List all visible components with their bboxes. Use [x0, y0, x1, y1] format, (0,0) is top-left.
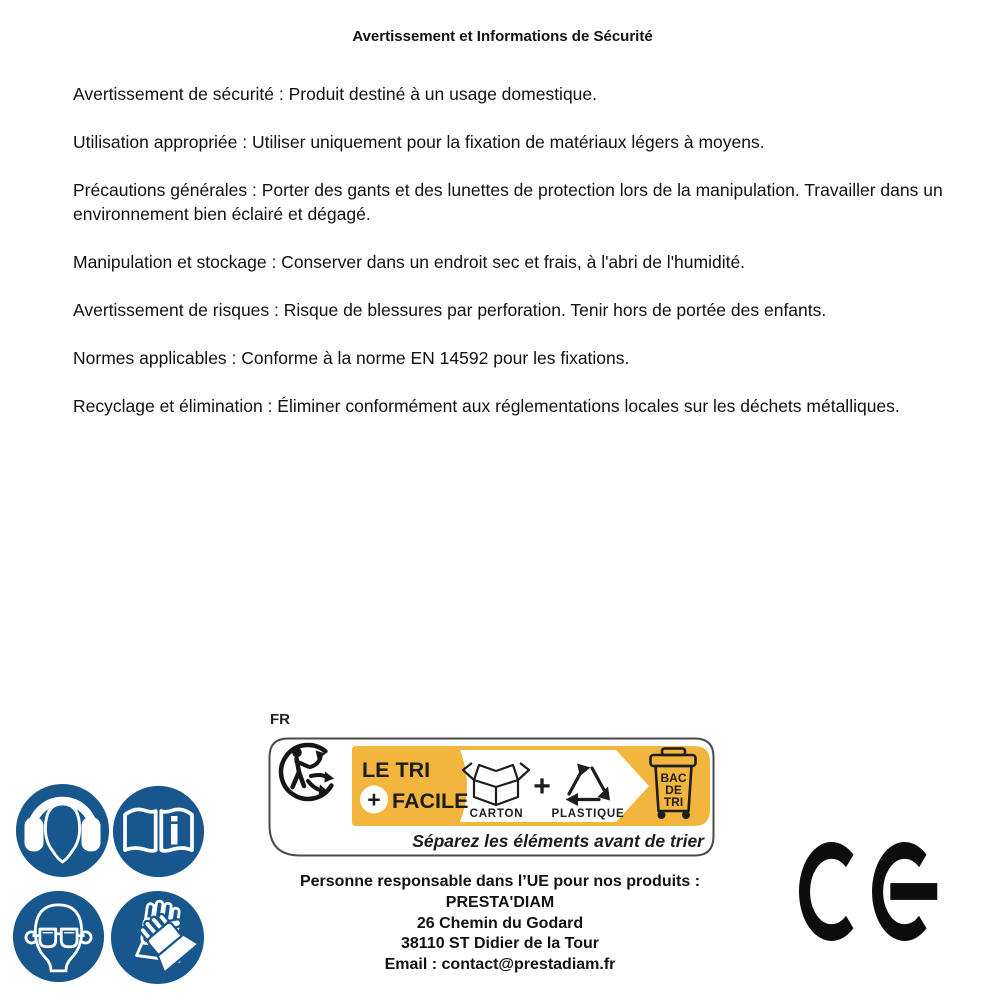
paragraph-appropriate-use: Utilisation appropriée : Utiliser uniquement pour la fixation de matériaux légers à moyens. — [73, 132, 765, 152]
ce-marking-icon — [799, 842, 949, 941]
materials-plus: + — [533, 770, 551, 803]
manual-info-letter: i — [167, 809, 181, 854]
paragraph-recycling-disposal: Recyclage et élimination : Éliminer conformément aux réglementations locales sur les déchets métalliques. — [73, 396, 900, 416]
bin-label-tri: TRI — [663, 795, 684, 809]
company-name: PRESTA'DIAM — [445, 893, 555, 911]
paragraph-general-precautions: Précautions générales : Porter des gants et des lunettes de protection lors de la manipulation. Travailler dans un environnement bien éclairé et dégagé. — [73, 180, 943, 224]
le-tri-label: LE TRI — [362, 758, 431, 782]
paragraph-applicable-standards: Normes applicables : Conforme à la norme EN 14592 pour les fixations. — [73, 348, 630, 368]
read-manual-icon — [112, 785, 205, 878]
safety-paragraphs — [73, 82, 950, 442]
paragraph-handling-storage: Manipulation et stockage : Conserver dans un endroit sec et frais, à l'abri de l'humidité. — [73, 252, 746, 272]
wear-ear-protection-icon — [15, 783, 110, 878]
address-line2: 38110 ST Didier de la Tour — [401, 935, 599, 953]
paragraph-safety-warning: Avertissement de sécurité : Produit destiné à un usage domestique. — [73, 84, 598, 104]
country-code-label: FR — [270, 711, 290, 728]
plus-badge: + — [367, 786, 381, 813]
paragraph-risk-warning: Avertissement de risques : Risque de blessures par perforation. Tenir hors de portée des enfants. — [73, 300, 827, 320]
banner-tagline: Séparez les éléments avant de trier — [412, 831, 704, 851]
bin-label-bac: BAC — [660, 771, 687, 785]
contact-email: Email : contact@prestadiam.fr — [384, 956, 616, 974]
plastique-label: PLASTIQUE — [551, 808, 625, 820]
page-title: Avertissement et Informations de Sécurité — [352, 28, 653, 45]
wear-eye-protection-icon — [12, 890, 105, 983]
wear-gloves-icon — [110, 890, 205, 985]
responsible-person-block — [252, 872, 748, 976]
facile-label: FACILE — [392, 789, 469, 813]
responsible-intro: Personne responsable dans l’UE pour nos produits : — [299, 873, 701, 890]
bin-label-de: DE — [665, 783, 682, 797]
tri-facile-banner — [268, 737, 715, 857]
address-line1: 26 Chemin du Godard — [416, 914, 584, 932]
carton-label: CARTON — [469, 808, 524, 820]
